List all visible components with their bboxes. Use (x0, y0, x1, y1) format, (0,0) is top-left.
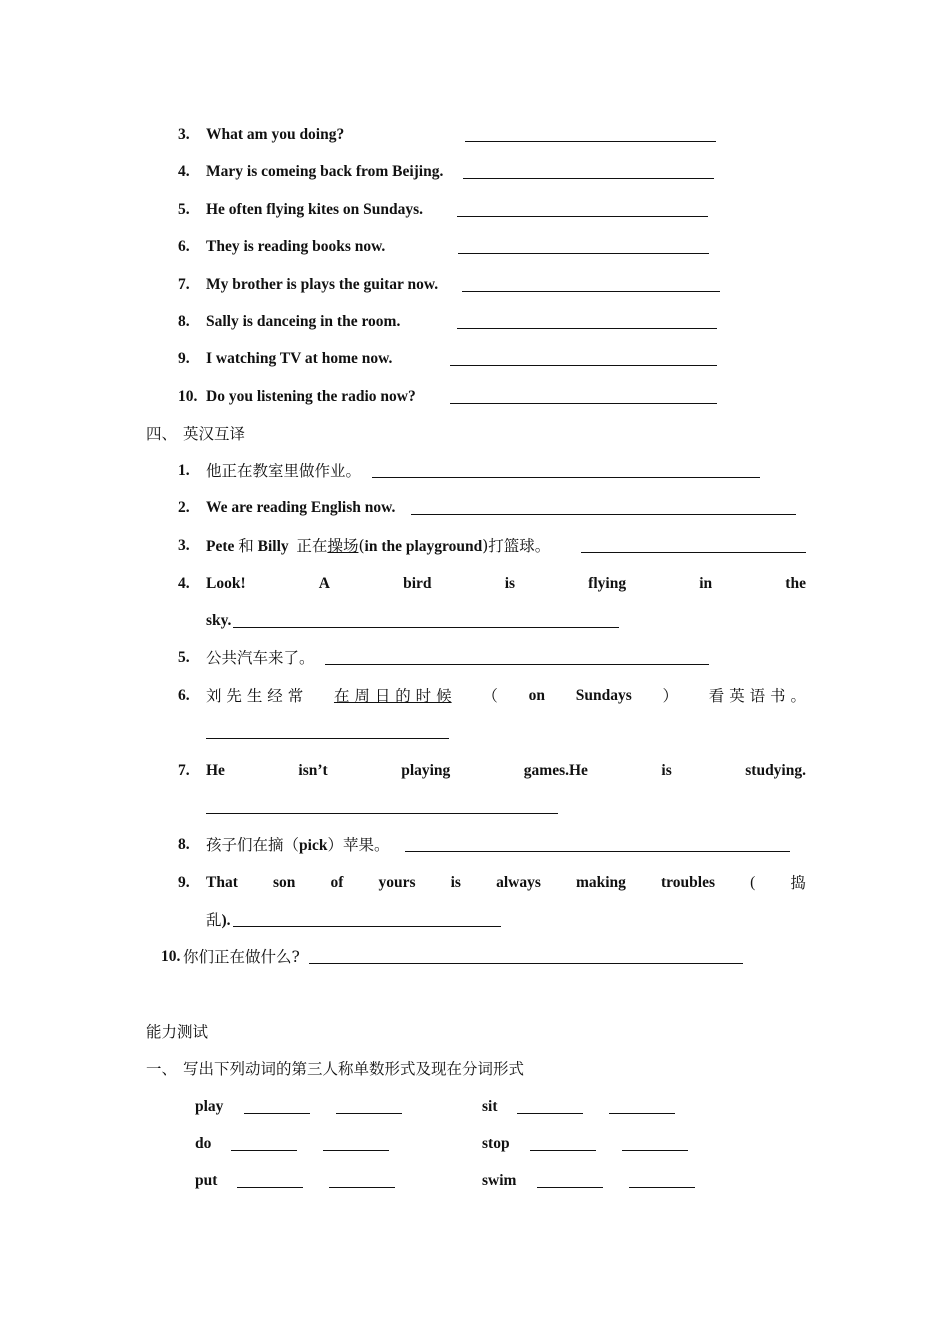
verb-put: put (195, 1172, 218, 1189)
ability-test-title: 能力测试 (146, 1023, 209, 1041)
answer-blank[interactable] (233, 627, 619, 628)
translate-item-3-text: Pete 和 Billy 正在操场(in the playground)打篮球。 (206, 537, 551, 555)
answer-blank[interactable] (237, 1187, 303, 1188)
translate-item-7-num: 7. (178, 762, 190, 779)
translate-item-10-text: 你们正在做什么? (183, 948, 300, 966)
section-4-number: 四、 (146, 425, 178, 443)
answer-blank[interactable] (206, 813, 558, 814)
answer-blank[interactable] (323, 1150, 389, 1151)
verb-sit: sit (482, 1098, 498, 1115)
item-4: 4. (178, 163, 190, 180)
translate-item-1-text: 他正在教室里做作业。 (206, 462, 362, 480)
answer-blank[interactable] (244, 1113, 310, 1114)
answer-blank[interactable] (462, 291, 720, 292)
answer-blank[interactable] (336, 1113, 402, 1114)
translate-item-7-line: He isn’t playing games.He is studying. (206, 762, 806, 779)
translate-item-9-cont: 乱). (206, 911, 231, 929)
item-5-text: He often flying kites on Sundays. (206, 201, 424, 218)
translate-item-4-cont: sky. (206, 612, 232, 629)
answer-blank[interactable] (457, 328, 717, 329)
answer-blank[interactable] (233, 926, 501, 927)
verb-swim: swim (482, 1172, 517, 1189)
translate-item-8-text: 孩子们在摘（pick）苹果。 (206, 836, 390, 854)
answer-blank[interactable] (329, 1187, 395, 1188)
answer-blank[interactable] (231, 1150, 297, 1151)
answer-blank[interactable] (609, 1113, 675, 1114)
answer-blank[interactable] (517, 1113, 583, 1114)
answer-blank[interactable] (309, 963, 743, 964)
item-6-text: They is reading books now. (206, 238, 386, 255)
item-9: 9. (178, 350, 190, 367)
translate-item-4-num: 4. (178, 575, 190, 592)
answer-blank[interactable] (581, 552, 806, 553)
answer-blank[interactable] (325, 664, 709, 665)
translate-item-4-line: Look! A bird is flying in the (206, 575, 806, 592)
item-9-text: I watching TV at home now. (206, 350, 393, 367)
translate-item-9-line: That son of yours is always making troubles ( 捣 (206, 874, 806, 892)
section-4-heading: 英汉互译 (183, 425, 246, 443)
answer-blank[interactable] (206, 738, 449, 739)
verb-stop: stop (482, 1135, 510, 1152)
answer-blank[interactable] (405, 851, 790, 852)
item-10: 10. (178, 388, 198, 405)
translate-item-5-text: 公共汽车来了。 (206, 649, 315, 667)
answer-blank[interactable] (411, 514, 796, 515)
answer-blank[interactable] (622, 1150, 688, 1151)
item-8: 8. (178, 313, 190, 330)
answer-blank[interactable] (537, 1187, 603, 1188)
translate-item-2-text: We are reading English now. (206, 499, 396, 516)
answer-blank[interactable] (457, 216, 708, 217)
item-8-text: Sally is danceing in the room. (206, 313, 401, 330)
item-3: 3. (178, 126, 190, 143)
item-3-text: What am you doing? (206, 126, 345, 143)
translate-item-3-num: 3. (178, 537, 190, 554)
translate-item-1-num: 1. (178, 462, 190, 479)
ability-section-1-number: 一、 (146, 1060, 178, 1078)
answer-blank[interactable] (530, 1150, 596, 1151)
item-7-text: My brother is plays the guitar now. (206, 276, 439, 293)
answer-blank[interactable] (463, 178, 714, 179)
answer-blank[interactable] (372, 477, 760, 478)
translate-item-6-num: 6. (178, 687, 190, 704)
translate-item-9-num: 9. (178, 874, 190, 891)
answer-blank[interactable] (629, 1187, 695, 1188)
item-7: 7. (178, 276, 190, 293)
answer-blank[interactable] (465, 141, 716, 142)
item-4-text: Mary is comeing back from Beijing. (206, 163, 444, 180)
item-6: 6. (178, 238, 190, 255)
answer-blank[interactable] (450, 403, 717, 404)
translate-item-6-line: 刘 先 生 经 常 在 周 日 的 时 候 （ on Sundays ） 看 英 语 书 。 (206, 687, 806, 705)
answer-blank[interactable] (458, 253, 709, 254)
answer-blank[interactable] (450, 365, 717, 366)
item-10-text: Do you listening the radio now? (206, 388, 416, 405)
item-5: 5. (178, 201, 190, 218)
ability-section-1-heading: 写出下列动词的第三人称单数形式及现在分词形式 (183, 1060, 525, 1078)
translate-item-2-num: 2. (178, 499, 190, 516)
verb-play: play (195, 1098, 224, 1115)
verb-do: do (195, 1135, 212, 1152)
translate-item-10-num: 10. (161, 948, 181, 965)
translate-item-8-num: 8. (178, 836, 190, 853)
translate-item-5-num: 5. (178, 649, 190, 666)
